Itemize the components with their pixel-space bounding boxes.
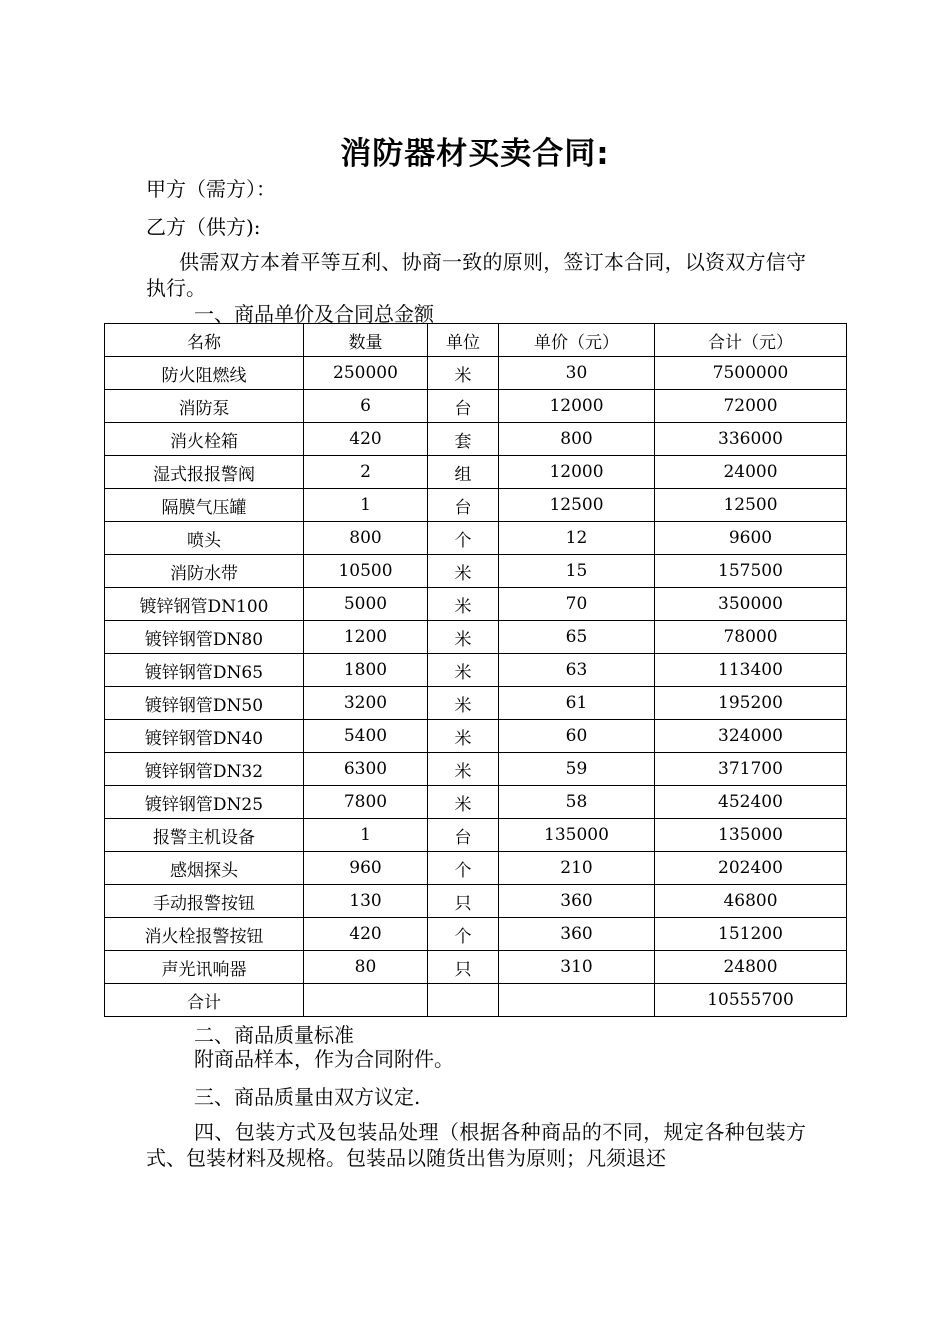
item-name: 隔膜气压罐 bbox=[105, 489, 304, 522]
item-unit: 台 bbox=[428, 390, 499, 423]
item-unit: 米 bbox=[428, 357, 499, 390]
item-unit-price: 60 bbox=[499, 720, 655, 753]
item-name: 消火栓报警按钮 bbox=[105, 918, 304, 951]
header-quantity: 数量 bbox=[304, 324, 428, 357]
header-name: 名称 bbox=[105, 324, 304, 357]
item-quantity: 10500 bbox=[304, 555, 428, 588]
section-2-heading: 二、商品质量标准 bbox=[194, 1023, 354, 1047]
goods-table-body bbox=[105, 357, 847, 984]
item-quantity: 5000 bbox=[304, 588, 428, 621]
item-subtotal: 324000 bbox=[655, 720, 847, 753]
item-quantity: 1 bbox=[304, 489, 428, 522]
item-unit-price: 12000 bbox=[499, 390, 655, 423]
item-name: 消防水带 bbox=[105, 555, 304, 588]
item-unit: 米 bbox=[428, 621, 499, 654]
item-unit-price: 63 bbox=[499, 654, 655, 687]
header-subtotal: 合计（元） bbox=[655, 324, 847, 357]
table-row bbox=[105, 720, 847, 753]
item-name: 镀锌钢管DN40 bbox=[105, 720, 304, 753]
item-subtotal: 135000 bbox=[655, 819, 847, 852]
item-name: 防火阻燃线 bbox=[105, 357, 304, 390]
item-quantity: 1 bbox=[304, 819, 428, 852]
item-unit-price: 12500 bbox=[499, 489, 655, 522]
item-subtotal: 24800 bbox=[655, 951, 847, 984]
item-subtotal: 72000 bbox=[655, 390, 847, 423]
item-quantity: 6 bbox=[304, 390, 428, 423]
item-unit-price: 210 bbox=[499, 852, 655, 885]
table-row bbox=[105, 522, 847, 555]
total-label: 合计 bbox=[105, 984, 304, 1017]
item-quantity: 1200 bbox=[304, 621, 428, 654]
item-subtotal: 7500000 bbox=[655, 357, 847, 390]
item-subtotal: 113400 bbox=[655, 654, 847, 687]
table-row bbox=[105, 489, 847, 522]
item-name: 消火栓箱 bbox=[105, 423, 304, 456]
section-1-heading: 一、商品单价及合同总金额 bbox=[194, 302, 434, 326]
item-name: 镀锌钢管DN50 bbox=[105, 687, 304, 720]
total-quantity-cell bbox=[304, 984, 428, 1017]
total-amount: 10555700 bbox=[655, 984, 847, 1017]
item-name: 报警主机设备 bbox=[105, 819, 304, 852]
item-name: 喷头 bbox=[105, 522, 304, 555]
item-unit: 只 bbox=[428, 951, 499, 984]
item-unit: 个 bbox=[428, 522, 499, 555]
item-quantity: 3200 bbox=[304, 687, 428, 720]
item-unit-price: 310 bbox=[499, 951, 655, 984]
item-quantity: 5400 bbox=[304, 720, 428, 753]
item-unit-price: 61 bbox=[499, 687, 655, 720]
section-3-heading: 三、商品质量由双方议定. bbox=[194, 1085, 421, 1109]
total-price-cell bbox=[499, 984, 655, 1017]
item-quantity: 960 bbox=[304, 852, 428, 885]
item-subtotal: 151200 bbox=[655, 918, 847, 951]
section-2-text: 附商品样本，作为合同附件。 bbox=[194, 1047, 454, 1071]
item-unit-price: 12000 bbox=[499, 456, 655, 489]
item-unit-price: 70 bbox=[499, 588, 655, 621]
item-unit-price: 30 bbox=[499, 357, 655, 390]
table-row bbox=[105, 423, 847, 456]
table-row bbox=[105, 753, 847, 786]
item-subtotal: 452400 bbox=[655, 786, 847, 819]
item-unit: 个 bbox=[428, 918, 499, 951]
item-quantity: 800 bbox=[304, 522, 428, 555]
item-unit: 米 bbox=[428, 588, 499, 621]
item-quantity: 6300 bbox=[304, 753, 428, 786]
party-a-label: 甲方（需方）： bbox=[146, 177, 276, 201]
item-subtotal: 78000 bbox=[655, 621, 847, 654]
item-unit: 米 bbox=[428, 555, 499, 588]
item-name: 镀锌钢管DN100 bbox=[105, 588, 304, 621]
item-unit: 米 bbox=[428, 654, 499, 687]
table-row bbox=[105, 357, 847, 390]
item-subtotal: 350000 bbox=[655, 588, 847, 621]
item-quantity: 1800 bbox=[304, 654, 428, 687]
item-unit-price: 360 bbox=[499, 885, 655, 918]
item-subtotal: 12500 bbox=[655, 489, 847, 522]
item-unit-price: 135000 bbox=[499, 819, 655, 852]
item-unit-price: 58 bbox=[499, 786, 655, 819]
item-name: 声光讯响器 bbox=[105, 951, 304, 984]
item-name: 消防泵 bbox=[105, 390, 304, 423]
item-unit-price: 800 bbox=[499, 423, 655, 456]
item-subtotal: 9600 bbox=[655, 522, 847, 555]
item-name: 手动报警按钮 bbox=[105, 885, 304, 918]
item-quantity: 2 bbox=[304, 456, 428, 489]
table-row bbox=[105, 621, 847, 654]
item-unit-price: 59 bbox=[499, 753, 655, 786]
table-row bbox=[105, 456, 847, 489]
item-unit: 米 bbox=[428, 687, 499, 720]
item-subtotal: 202400 bbox=[655, 852, 847, 885]
total-row bbox=[105, 984, 847, 1017]
total-unit-cell bbox=[428, 984, 499, 1017]
table-row bbox=[105, 687, 847, 720]
item-name: 湿式报报警阀 bbox=[105, 456, 304, 489]
item-subtotal: 157500 bbox=[655, 555, 847, 588]
intro-paragraph: 供需双方本着平等互利、协商一致的原则，签订本合同，以资双方信守执行。 bbox=[146, 250, 806, 300]
item-unit: 只 bbox=[428, 885, 499, 918]
header-unit-price: 单价（元） bbox=[499, 324, 655, 357]
table-row bbox=[105, 885, 847, 918]
item-name: 镀锌钢管DN80 bbox=[105, 621, 304, 654]
item-subtotal: 195200 bbox=[655, 687, 847, 720]
item-unit: 米 bbox=[428, 753, 499, 786]
item-name: 镀锌钢管DN65 bbox=[105, 654, 304, 687]
party-b-label: 乙方（供方): bbox=[146, 215, 261, 239]
item-subtotal: 24000 bbox=[655, 456, 847, 489]
item-unit: 套 bbox=[428, 423, 499, 456]
item-name: 镀锌钢管DN32 bbox=[105, 753, 304, 786]
item-quantity: 420 bbox=[304, 918, 428, 951]
item-name: 镀锌钢管DN25 bbox=[105, 786, 304, 819]
item-quantity: 250000 bbox=[304, 357, 428, 390]
item-subtotal: 46800 bbox=[655, 885, 847, 918]
table-header-row bbox=[105, 324, 847, 357]
item-unit: 组 bbox=[428, 456, 499, 489]
table-row bbox=[105, 918, 847, 951]
item-subtotal: 371700 bbox=[655, 753, 847, 786]
header-unit: 单位 bbox=[428, 324, 499, 357]
table-row bbox=[105, 654, 847, 687]
item-unit-price: 360 bbox=[499, 918, 655, 951]
item-quantity: 420 bbox=[304, 423, 428, 456]
item-unit: 台 bbox=[428, 819, 499, 852]
table-row bbox=[105, 786, 847, 819]
item-subtotal: 336000 bbox=[655, 423, 847, 456]
item-unit-price: 15 bbox=[499, 555, 655, 588]
goods-table bbox=[104, 323, 847, 1017]
item-quantity: 7800 bbox=[304, 786, 428, 819]
item-unit: 米 bbox=[428, 720, 499, 753]
table-row bbox=[105, 555, 847, 588]
table-row bbox=[105, 819, 847, 852]
item-unit-price: 12 bbox=[499, 522, 655, 555]
item-unit: 个 bbox=[428, 852, 499, 885]
table-row bbox=[105, 852, 847, 885]
contract-title: 消防器材买卖合同: bbox=[340, 136, 610, 172]
item-quantity: 130 bbox=[304, 885, 428, 918]
table-row bbox=[105, 951, 847, 984]
item-unit-price: 65 bbox=[499, 621, 655, 654]
table-row bbox=[105, 390, 847, 423]
item-unit: 台 bbox=[428, 489, 499, 522]
section-4-paragraph: 四、包装方式及包装品处理（根据各种商品的不同，规定各种包装方式、包装材料及规格。包装品以随货出售为原则；凡须退还 bbox=[146, 1120, 806, 1170]
table-row bbox=[105, 588, 847, 621]
item-name: 感烟探头 bbox=[105, 852, 304, 885]
item-unit: 米 bbox=[428, 786, 499, 819]
item-quantity: 80 bbox=[304, 951, 428, 984]
